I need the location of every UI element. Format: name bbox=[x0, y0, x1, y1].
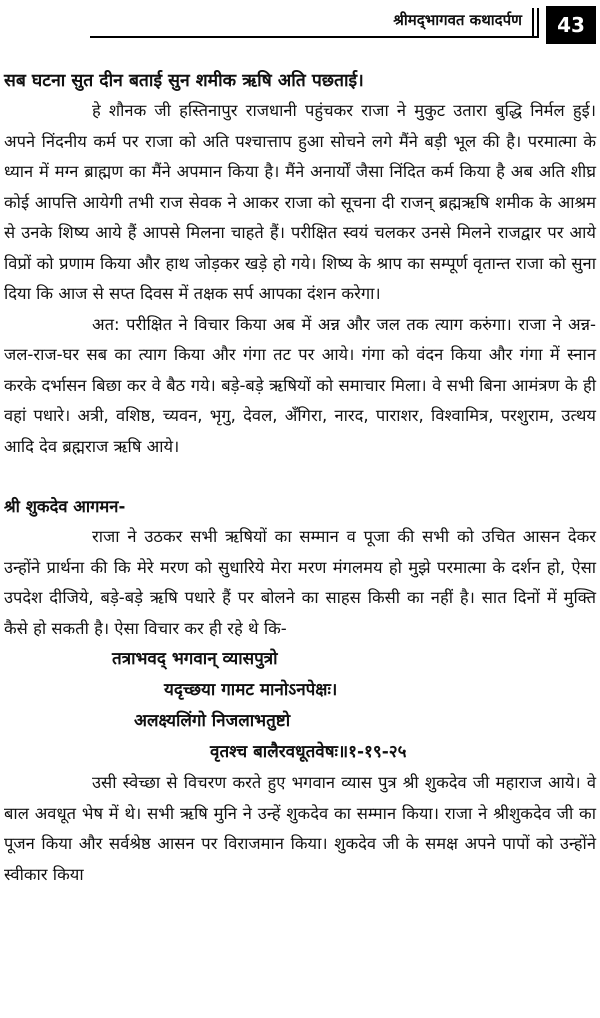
verse-line-2: यदृच्छया गामट मानोऽनपेक्षः। bbox=[164, 680, 338, 700]
section-gap bbox=[4, 462, 596, 492]
page-header bbox=[0, 0, 600, 46]
header-divider-bars bbox=[532, 8, 540, 38]
page-body bbox=[4, 66, 596, 890]
shukdev-heading: श्री शुकदेव आगमन- bbox=[4, 497, 126, 516]
verse-line-1: तत्राभवद् भगवान् व्यासपुत्रो bbox=[112, 649, 278, 669]
page-number: 43 bbox=[546, 6, 596, 44]
paragraph-3: राजा ने उठकर सभी ऋषियों का सम्मान व पूजा की सभी को उचित आसन देकर उन्होंने प्रार्थना की कि मेरे मरण को सुधारिये मेरा मरण मंगलमय हो मुझे परमात्मा के दर्शन हो, ऐसा उपदेश दीजिये, बड़े-बड़े ऋषि पधारे हैं पर बोलने का साहस किसी का नहीं है। सात दिनों में मुक्ति कैसे हो सकती है। ऐसा विचार कर ही रहे थे कि- bbox=[4, 527, 596, 638]
book-title: श्रीमद्‌भागवत कथादर्पण bbox=[387, 8, 528, 32]
verse-line-3: अलक्ष्यलिंगो निजलाभतुष्टो bbox=[134, 711, 291, 731]
paragraph-2: अत: परीक्षित ने विचार किया अब में अन्न और जल तक त्याग करुंगा। राजा ने अन्न-जल-राज-घर सब का त्याग किया और गंगा तट पर आये। गंगा को वंदन किया और गंगा में स्नान करके दर्भासन बिछा कर वे बैठ गये। बड़े-बड़े ऋषियों को समाचार मिला। वे सभी बिना आमंत्रण के ही वहां पधारे। अत्री, वशिष्ठ, च्यवन, भृगु, देवल, अँगिरा, नारद, पाराशर, विश्वामित्र, परशुराम, उत्थय आदि देव ब्रह्मराज ऋषि आये। bbox=[4, 314, 596, 456]
header-rule bbox=[90, 36, 538, 38]
verse-line-4: वृतश्च बालैरवधूतवेषः॥१-१९-२५ bbox=[210, 742, 407, 762]
paragraph-1: हे शौनक जी हस्तिनापुर राजधानी पहुंचकर राजा ने मुकुट उतारा बुद्धि निर्मल हुई। अपने निंदनीय कर्म पर राजा को अति पश्चात्ताप हुआ सोचने लगे मैंने बड़ी भूल की है। परमात्मा के ध्यान में मग्न ब्राह्मण का मैंने अपमान किया है। मैंने अनार्यों जैसा निंदित कर्म किया है अब अति शीघ्र कोई आपत्ति आयेगी तभी राज सेवक ने आकर राजा को सूचना दी राजन् ब्रह्मऋषि शमीक के आश्रम से उनके शिष्य आये हैं आपसे मिलना चाहते हैं। परीक्षित स्वयं चलकर उनसे मिलने राजद्वार पर आये विप्रों को प्रणाम किया और हाथ जोड़कर खड़े हो गये। शिष्य के श्राप का सम्पूर्ण वृतान्त राजा को सुना दिया कि आज से सप्त दिवस में तक्षक सर्प आपका दंशन करेगा। bbox=[4, 101, 596, 303]
paragraph-4: उसी स्वेच्छा से विचरण करते हुए भगवान व्यास पुत्र श्री शुकदेव जी महाराज आये। वे बाल अवधूत भेष में थे। सभी ऋषि मुनि ने उन्हें शुकदेव का सम्मान किया। राजा ने श्रीशुकदेव जी का पूजन किया और सर्वश्रेष्ठ आसन पर विराजमान किया। शुकदेव जी के समक्ष अपने पापों को उन्होंने स्वीकार किया bbox=[4, 773, 596, 884]
intro-heading: सब घटना सुत दीन बताई सुन शमीक ऋषि अति पछताई। bbox=[4, 71, 364, 91]
